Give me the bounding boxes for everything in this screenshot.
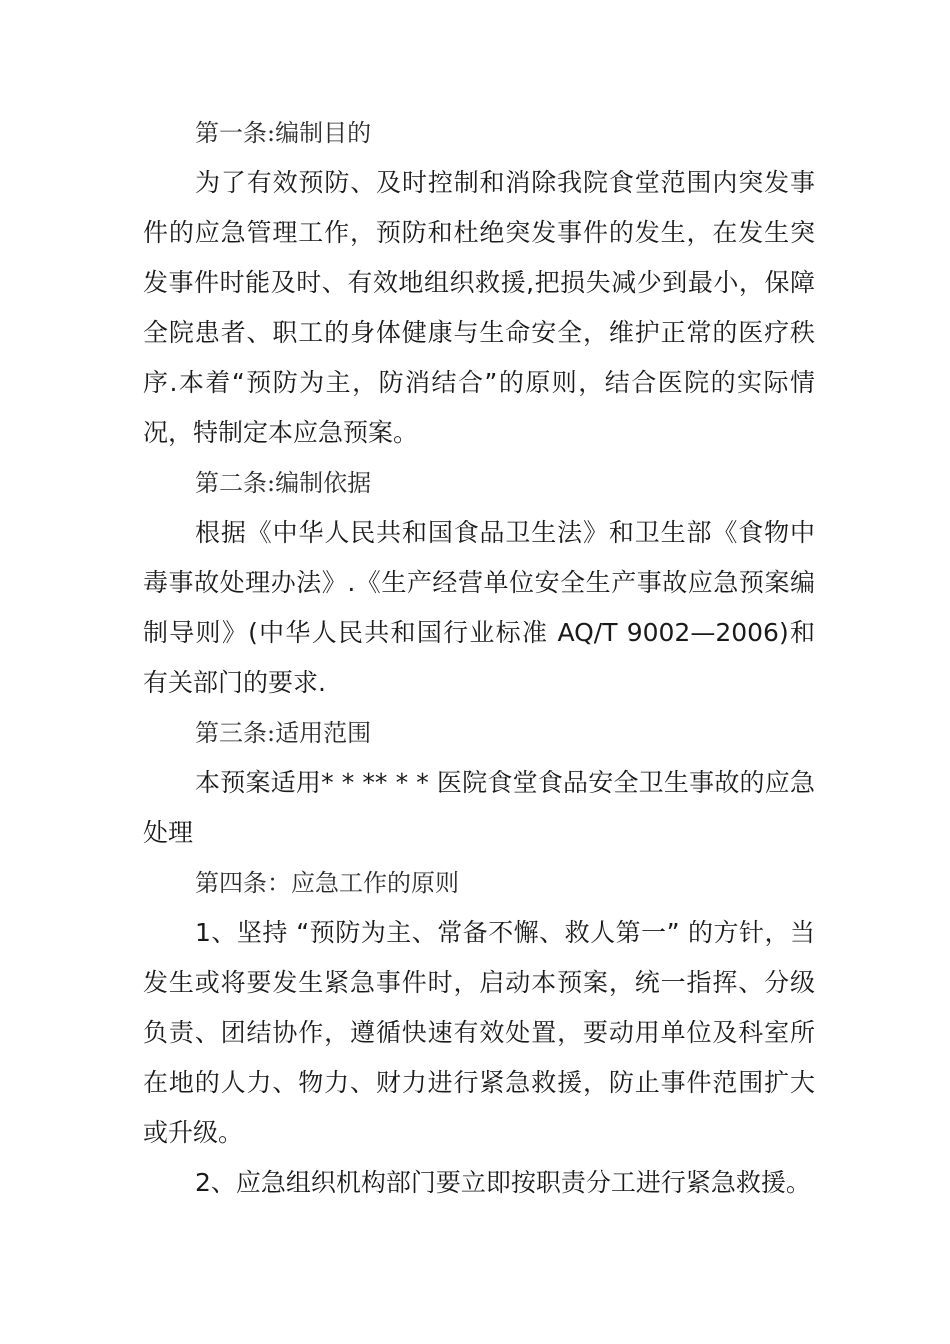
section-heading-scope: 第三条:适用范围 xyxy=(195,719,372,747)
section-paragraph-basis: 根据《中华人民共和国食品卫生法》和卫生部《食物中毒事故处理办法》.《生产经营单位安全生产事故应急预案编制导则》(中华人民共和国行业标准 AQ/T 9002—2006)和有关部门的要求. xyxy=(143,518,815,697)
section-heading-basis: 第二条:编制依据 xyxy=(195,469,372,497)
section-paragraph-principle-1: 1、坚持 “预防为主、常备不懈、救人第一” 的方针，当发生或将要发生紧急事件时，启动本预案，统一指挥、分级负责、团结协作，遵循快速有效处置，要动用单位及科室所在地的人力、物力、财力进行紧急救援，防止事件范围扩大或升级。 xyxy=(143,918,815,1147)
section-heading-principles: 第四条：应急工作的原则 xyxy=(195,869,459,897)
document-body xyxy=(143,108,815,1208)
section-heading-purpose: 第一条:编制目的 xyxy=(195,119,372,147)
section-paragraph-scope: 本预案适用* * ** * * 医院食堂食品安全卫生事故的应急处理 xyxy=(143,768,815,847)
section-paragraph-principle-2: 2、应急组织机构部门要立即按职责分工进行紧急救援。 xyxy=(195,1168,811,1197)
section-paragraph-purpose: 为了有效预防、及时控制和消除我院食堂范围内突发事件的应急管理工作，预防和杜绝突发事件的发生，在发生突发事件时能及时、有效地组织救援,把损失减少到最小，保障全院患者、职工的身体健康与生命安全，维护正常的医疗秩序.本着“预防为主，防消结合”的原则，结合医院的实际情况，特制定本应急预案。 xyxy=(143,168,815,447)
